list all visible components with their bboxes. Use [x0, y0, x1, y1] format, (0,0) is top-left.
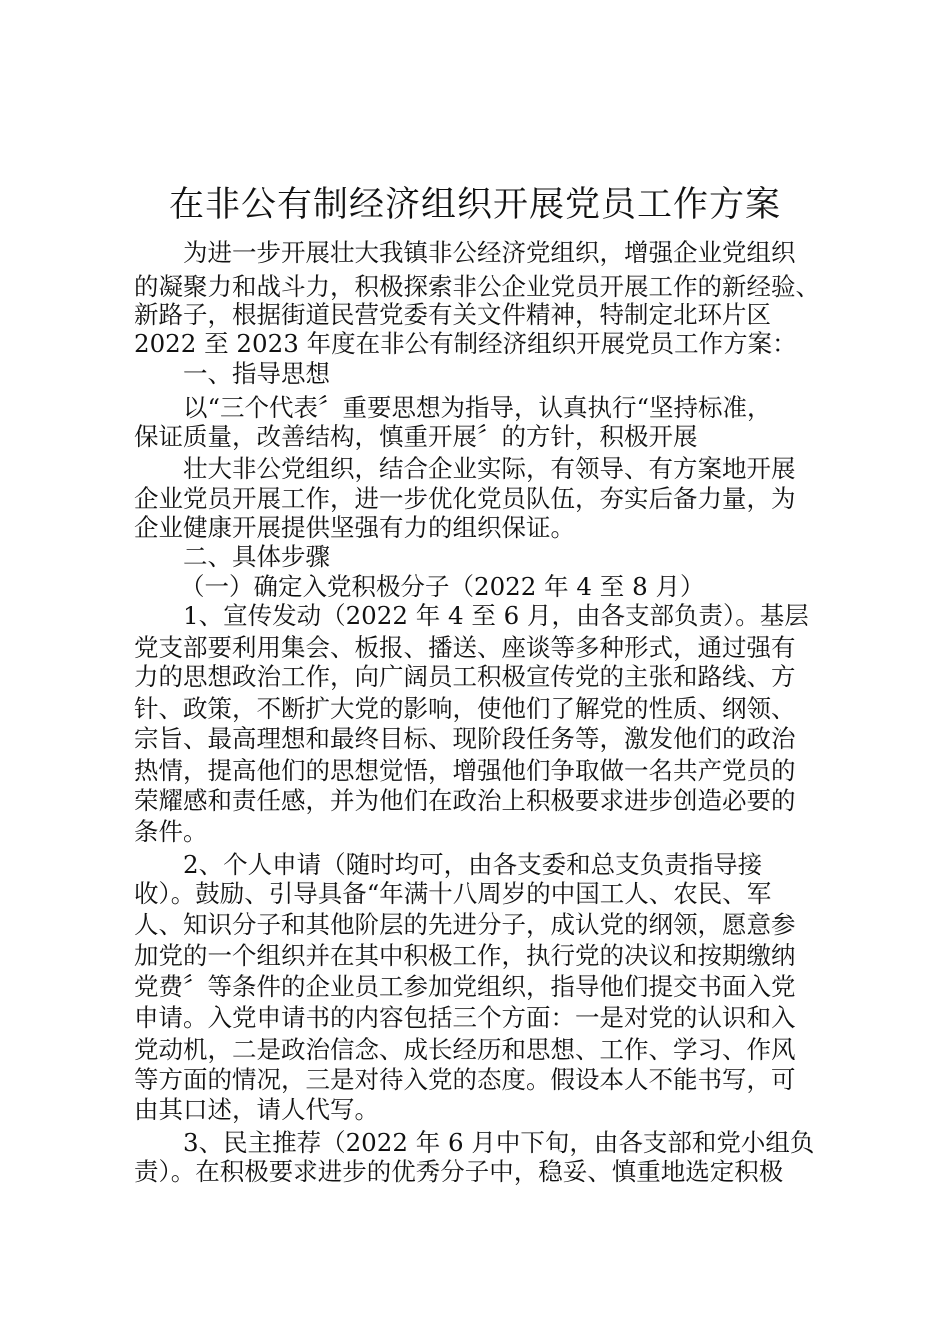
- paragraph-line: 党动机，二是政治信念、成长经历和思想、工作、学习、作风: [134, 1035, 796, 1064]
- paragraph-line: 的凝聚力和战斗力，积极探索非公企业党员开展工作的新经验、: [134, 272, 820, 301]
- paragraph-line: 党支部要利用集会、板报、播送、座谈等多种形式，通过强有: [134, 633, 796, 662]
- section-heading: 一、指导思想: [183, 359, 330, 388]
- section-heading: 二、具体步骤: [183, 542, 330, 571]
- paragraph-line: 荣耀感和责任感，并为他们在政治上积极要求进步创造必要的: [134, 786, 796, 815]
- paragraph-line: 针、政策，不断扩大党的影响，使他们了解党的性质、纲领、: [134, 694, 796, 723]
- paragraph-line: 由其口述，请人代写。: [134, 1095, 379, 1124]
- paragraph-line: 收）。鼓励、引导具备“年满十八周岁的中国工人、农民、军: [134, 879, 772, 908]
- paragraph-line: 人、知识分子和其他阶层的先进分子，成认党的纲领，愿意参: [134, 910, 796, 939]
- paragraph-line: 企业健康开展提供坚强有力的组织保证。: [134, 513, 575, 542]
- document-title: 在非公有制经济组织开展党员工作方案: [168, 185, 781, 225]
- paragraph-line: 2、个人申请（随时均可，由各支委和总支负责指导接: [183, 850, 763, 879]
- paragraph-line: 党费〞等条件的企业员工参加党组织，指导他们提交书面入党: [134, 972, 796, 1001]
- paragraph-line: 1、宣传发动（2022 年 4 至 6 月，由各支部负责）。基层: [183, 601, 809, 630]
- paragraph-line: 为进一步开展壮大我镇非公经济党组织，增强企业党组织: [183, 238, 796, 267]
- paragraph-line: 加党的一个组织并在其中积极工作，执行党的决议和按期缴纳: [134, 941, 796, 970]
- paragraph-line: 保证质量，改善结构，慎重开展〞的方针，积极开展: [134, 422, 698, 451]
- paragraph-line: 宗旨、最高理想和最终目标、现阶段任务等，激发他们的政治: [134, 724, 796, 753]
- paragraph-line: 以“三个代表〞重要思想为指导，认真执行“坚持标准，: [183, 393, 772, 422]
- paragraph-line: 企业党员开展工作，进一步优化党员队伍，夯实后备力量，为: [134, 484, 796, 513]
- paragraph-line: 壮大非公党组织，结合企业实际，有领导、有方案地开展: [183, 454, 796, 483]
- paragraph-line: 责）。在积极要求进步的优秀分子中，稳妥、慎重地选定积极: [134, 1157, 784, 1186]
- paragraph-line: 力的思想政治工作，向广阔员工积极宣传党的主张和路线、方: [134, 662, 796, 691]
- subsection-heading: （一）确定入党积极分子（2022 年 4 至 8 月）: [180, 572, 705, 601]
- paragraph-line: 申请。入党申请书的内容包括三个方面：一是对党的认识和入: [134, 1003, 796, 1032]
- paragraph-line: 条件。: [134, 817, 208, 846]
- paragraph-line: 2022 至 2023 年度在非公有制经济组织开展党员工作方案：: [134, 329, 797, 358]
- paragraph-line: 3、民主推荐（2022 年 6 月中下旬，由各支部和党小组负: [183, 1128, 815, 1157]
- paragraph-line: 等方面的情况，三是对待入党的态度。假设本人不能书写，可: [134, 1065, 796, 1094]
- paragraph-line: 热情，提高他们的思想觉悟，增强他们争取做一名共产党员的: [134, 756, 796, 785]
- paragraph-line: 新路子，根据街道民营党委有关文件精神，特制定北环片区: [134, 300, 771, 329]
